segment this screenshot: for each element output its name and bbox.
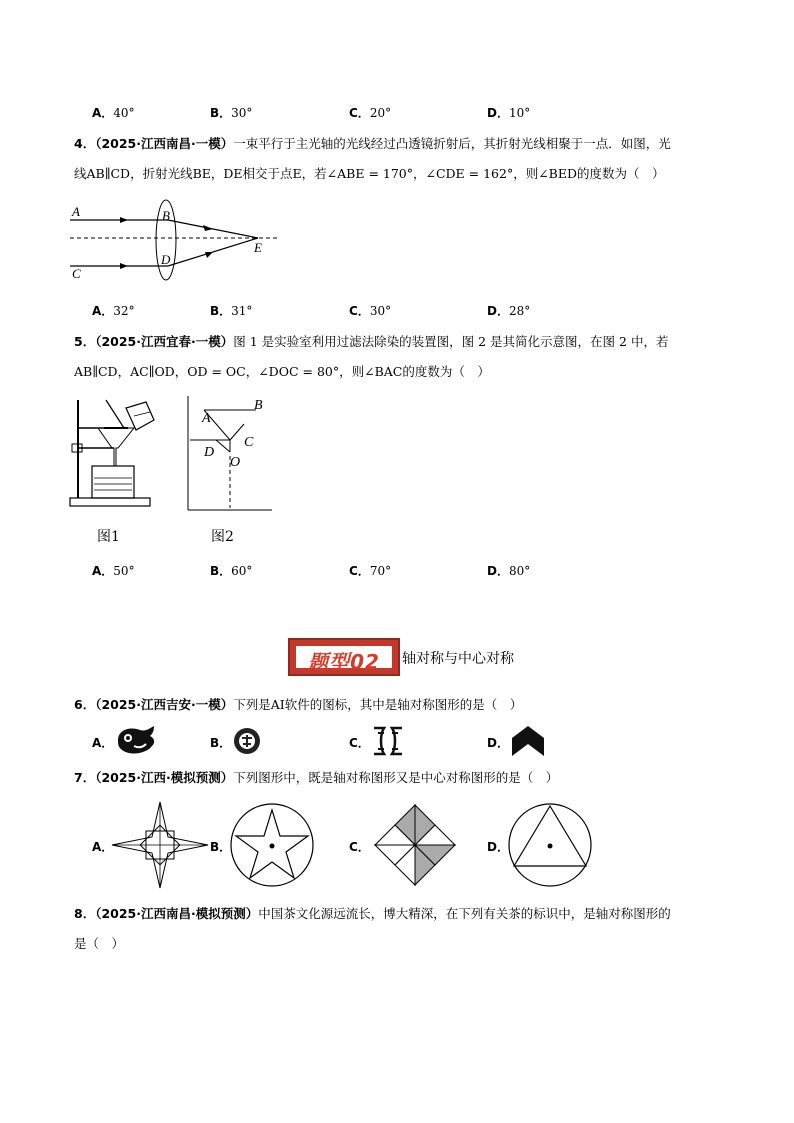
q7-option-b-letter: B． <box>210 840 232 854</box>
star-in-circle-icon <box>228 800 316 888</box>
q6-source: （2025·江西吉安·一模） <box>95 697 234 712</box>
q4-option-b-value: 31° <box>231 304 253 318</box>
q7-source: （2025·江西·模拟预测） <box>95 770 234 785</box>
q4-options <box>0 302 794 318</box>
section-badge <box>288 638 400 676</box>
q5-fig2-label-o: O <box>230 455 241 470</box>
q5-figure1-caption: 图1 <box>97 529 120 545</box>
q7-number: 7． <box>74 770 96 785</box>
q6-number: 6． <box>74 697 96 712</box>
q6-text: 下列是AI软件的图标，其中是轴对称图形的是（ ） <box>233 697 523 712</box>
q3-option-c-value: 20° <box>369 106 392 120</box>
q4-option-d-value: 28° <box>508 304 531 318</box>
q3-option-c-letter: C． <box>349 106 370 120</box>
q8-number: 8． <box>74 906 96 921</box>
q6-options <box>0 724 794 760</box>
round-logo-icon <box>232 726 262 756</box>
q5-line2: AB∥CD，AC∥OD，OD = OC，∠DOC = 80°，则∠BAC的度数为（ ） <box>74 364 490 379</box>
q4-label-d: D <box>161 252 171 267</box>
q4-source: （2025·江西南昌·一模） <box>95 136 234 151</box>
section-badge-text: 题型02 <box>308 650 380 674</box>
chevron-logo-icon <box>510 724 546 758</box>
star-compass-icon <box>108 800 212 890</box>
q5-option-d-letter: D． <box>487 564 509 578</box>
q4-option-a-letter: A． <box>92 304 114 318</box>
q3-option-b-value: 30° <box>231 106 253 120</box>
q3-option-a-value: 40° <box>113 106 135 120</box>
q3-option-d-value: 10° <box>508 106 531 120</box>
q5-fig2-label-a: A <box>202 411 211 426</box>
q5-options <box>0 562 794 578</box>
q7-option-d-letter: D． <box>487 840 509 854</box>
q4-label-a: A <box>72 204 80 219</box>
q5-option-c-letter: C． <box>349 564 370 578</box>
q8-text-line1: 中国茶文化源远流长，博大精深，在下列有关茶的标识中，是轴对称图形的 <box>258 906 671 921</box>
q4-label-e: E <box>254 240 262 255</box>
q7-options <box>0 800 794 892</box>
q5-option-b-value: 60° <box>231 564 253 578</box>
q4-line2: 线AB∥CD，折射光线BE，DE相交于点E，若∠ABE = 170°，∠CDE = 162°，则∠BED的度数为（ ） <box>74 166 665 181</box>
q8-line1 <box>74 906 671 922</box>
q5-figure2-diagram <box>182 394 278 512</box>
q5-option-a-letter: A． <box>92 564 114 578</box>
q4-text-line1: 一束平行于主光轴的光线经过凸透镜折射后，其折射光线相聚于一点．如图，光 <box>233 136 671 151</box>
pinwheel-icon <box>370 802 460 888</box>
q7-text: 下列图形中，既是轴对称图形又是中心对称图形的是（ ） <box>233 770 559 785</box>
q8-line2: 是（ ） <box>74 936 125 951</box>
q4-label-b: B <box>162 208 170 223</box>
q5-option-a-value: 50° <box>113 564 135 578</box>
q5-option-b-letter: B． <box>210 564 232 578</box>
q7-line <box>74 770 558 786</box>
q6-option-c-letter: C． <box>349 736 370 750</box>
q5-option-c-value: 70° <box>369 564 392 578</box>
q4-option-b-letter: B． <box>210 304 232 318</box>
q7-option-a-letter: A． <box>92 840 114 854</box>
q5-source: （2025·江西宜春·一模） <box>95 334 234 349</box>
q6-option-a-letter: A． <box>92 736 114 750</box>
q6-option-d-letter: D． <box>487 736 509 750</box>
q5-text-line1: 图 1 是实验室利用过滤法除染的装置图，图 2 是其简化示意图，在图 2 中，若 <box>233 334 669 349</box>
q3-option-a-letter: A． <box>92 106 114 120</box>
q5-fig2-label-c: C <box>244 435 254 450</box>
q5-figure2-caption: 图2 <box>211 529 234 545</box>
triangle-in-circle-icon <box>506 800 594 888</box>
q3-option-b-letter: B． <box>210 106 232 120</box>
bracket-logo-icon <box>370 726 406 756</box>
q7-option-c-letter: C． <box>349 840 370 854</box>
whale-logo-icon <box>116 724 158 756</box>
q4-number: 4． <box>74 136 96 151</box>
q4-lens-figure <box>68 198 288 282</box>
q4-option-c-letter: C． <box>349 304 370 318</box>
q6-option-b-letter: B． <box>210 736 232 750</box>
q5-figure1-apparatus <box>68 394 160 510</box>
q4-option-a-value: 32° <box>113 304 135 318</box>
q3-options <box>0 104 794 120</box>
q5-fig2-label-d: D <box>204 445 215 460</box>
q6-line <box>74 697 522 713</box>
q4-line1 <box>74 136 671 152</box>
q3-option-d-letter: D． <box>487 106 509 120</box>
q5-option-d-value: 80° <box>508 564 531 578</box>
q4-label-c: C <box>72 266 81 281</box>
q5-fig2-label-b: B <box>254 398 263 413</box>
q5-number: 5． <box>74 334 96 349</box>
q8-source: （2025·江西南昌·模拟预测） <box>95 906 259 921</box>
q5-line1 <box>74 334 668 350</box>
section-title: 轴对称与中心对称 <box>402 651 514 667</box>
q4-option-c-value: 30° <box>369 304 392 318</box>
q4-option-d-letter: D． <box>487 304 509 318</box>
